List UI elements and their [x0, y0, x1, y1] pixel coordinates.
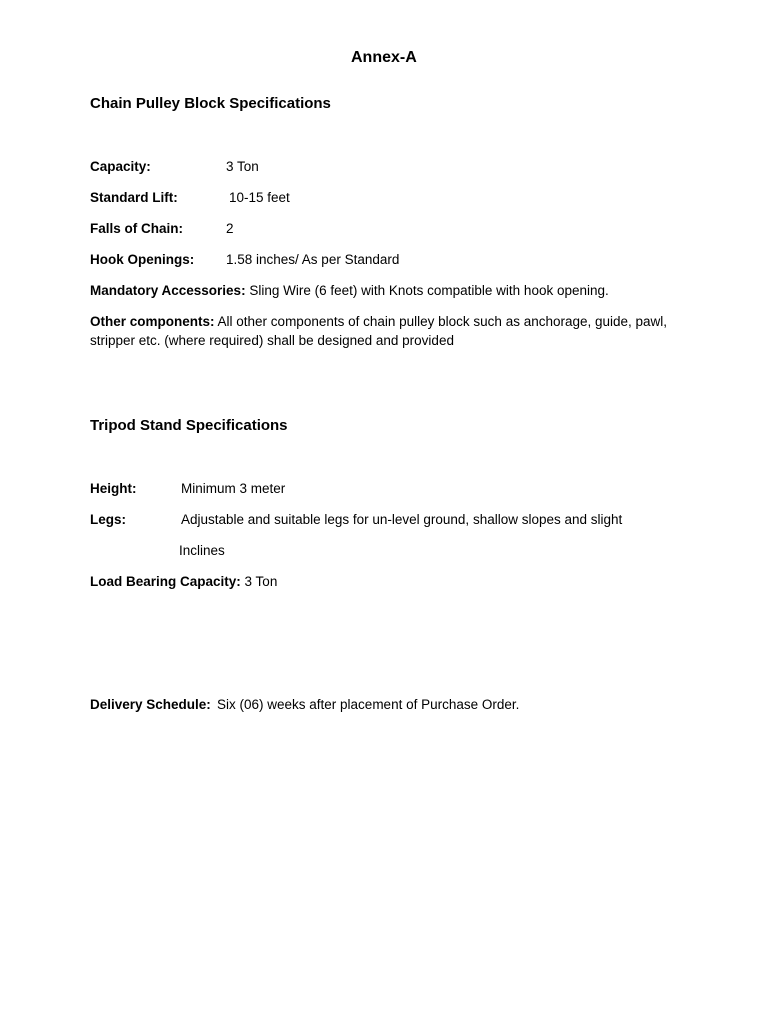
delivery-schedule-label: Delivery Schedule: — [90, 697, 211, 712]
tripod-stand-heading: Tripod Stand Specifications — [90, 417, 288, 434]
capacity-label: Capacity: — [90, 159, 151, 174]
other-components-label: Other components: — [90, 314, 215, 329]
chain-pulley-heading: Chain Pulley Block Specifications — [90, 95, 331, 112]
height-value: Minimum 3 meter — [181, 481, 286, 496]
falls-of-chain-value: 2 — [226, 221, 234, 236]
standard-lift-label: Standard Lift: — [90, 190, 178, 205]
document-title: Annex-A — [351, 49, 417, 66]
hook-openings-label: Hook Openings: — [90, 252, 195, 267]
load-bearing-row — [90, 572, 277, 591]
legs-value-line2: Inclines — [179, 543, 225, 558]
capacity-value: 3 Ton — [226, 159, 259, 174]
legs-label: Legs: — [90, 512, 127, 527]
load-bearing-value: 3 Ton — [244, 574, 278, 589]
height-label: Height: — [90, 481, 137, 496]
standard-lift-value: 10-15 feet — [229, 190, 290, 205]
load-bearing-label: Load Bearing Capacity: — [90, 574, 241, 589]
mandatory-accessories-value: Sling Wire (6 feet) with Knots compatible with hook opening. — [249, 283, 609, 298]
other-components-row — [90, 312, 690, 350]
delivery-schedule-value: Six (06) weeks after placement of Purchase Order. — [217, 697, 520, 712]
mandatory-accessories-row — [90, 281, 609, 300]
legs-value-line1: Adjustable and suitable legs for un-level ground, shallow slopes and slight — [181, 512, 623, 527]
falls-of-chain-label: Falls of Chain: — [90, 221, 184, 236]
hook-openings-value: 1.58 inches/ As per Standard — [226, 252, 400, 267]
mandatory-accessories-label: Mandatory Accessories: — [90, 283, 246, 298]
other-components-value: All other components of chain pulley block such as anchorage, guide, pawl, stripper etc. (where required) shall be designed and provided — [90, 314, 668, 348]
